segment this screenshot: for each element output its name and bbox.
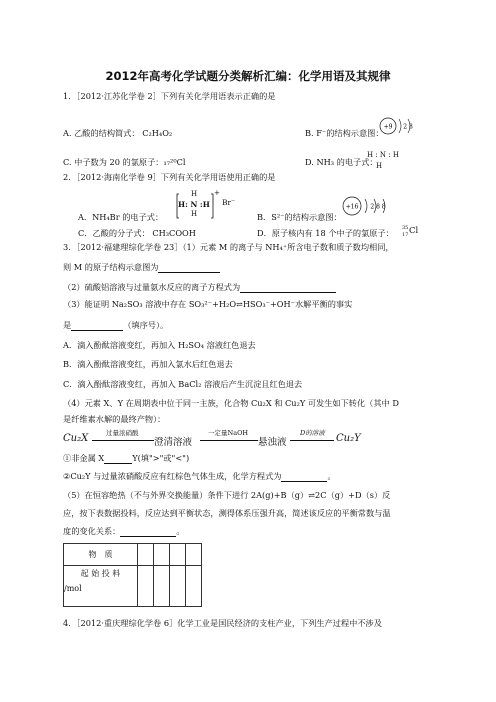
q3-line12-text: 度的变化关系：: [63, 526, 121, 536]
nh4br-middle: H: N :H: [178, 200, 210, 209]
q2-option-c: C．乙酸的分子式： CH₃COOH: [78, 228, 196, 238]
br-ion: Br⁻: [222, 198, 236, 207]
q3-option-b: B．滴入酚酞溶液变红，再加入氯水后红色退去: [63, 359, 233, 369]
q1-stem: 1．［2012·江苏化学卷 2］下列有关化学用语表示正确的是: [63, 91, 276, 101]
q1-option-a: A. 乙酸的结构简式： C₂H₄O₂: [63, 128, 173, 138]
q3-line8b: Y(填">"或"<"): [132, 453, 190, 463]
q1-option-d: D. NH₃ 的电子式：: [305, 157, 378, 167]
s-ion-structure-diagram: [338, 194, 408, 218]
table-header-unit: /mol: [64, 584, 82, 593]
q3-line1: 3．［2012·福建理综化学卷 23］（1）元素 M 的离子与 NH₄⁺所含电子数和质子数均相同，: [63, 242, 394, 252]
table-cell: [186, 566, 202, 607]
arrow2-line: [200, 440, 258, 441]
table-cell: [186, 544, 202, 566]
nh4br-h-bottom: H: [191, 210, 198, 218]
q3-line10: （5）在恒容绝热（不与外界交换能量）条件下进行 2A(g)+B（g）⇌2C（g）+D（s）反: [63, 490, 391, 500]
table-header-feed: [64, 566, 138, 607]
q3-line2-text: 则 M 的原子结构示意图为: [63, 262, 159, 272]
scheme-start: Cu₂X: [63, 433, 89, 444]
table-cell: [138, 566, 154, 607]
q1-option-b: B. F⁻的结构示意图：: [305, 128, 384, 138]
cl-atomic-number: 17: [402, 232, 409, 238]
s-shells-label: 2 8 8: [370, 203, 386, 211]
f-ion-structure-diagram: [377, 114, 427, 138]
q3-line7: 是纤维素水解的最终产物）：: [63, 414, 166, 424]
q2-option-b: B．S²⁻的结构示意图：: [257, 212, 342, 222]
cl-mass-number: 35: [402, 225, 409, 231]
q3-line9: ②Cu₂Y 与过量浓硝酸反应有红棕色气体生成，化学方程式为 。: [63, 471, 336, 481]
q3-option-c: C．滴入酚酞溶液变红，再加入 BaCl₂ 溶液后产生沉淀且红色退去: [63, 379, 303, 389]
table-cell: [154, 566, 170, 607]
scheme-arrow2-label: 一定量NaOH: [208, 429, 249, 437]
table-header-feed-label: 起 始 投 料: [80, 569, 121, 578]
cl-symbol: Cl: [409, 226, 419, 236]
s-nucleus-label: +16: [345, 203, 359, 211]
table-cell: [170, 544, 186, 566]
nh4br-h-top: H: [191, 190, 198, 198]
answer-blank: [158, 263, 220, 273]
q3-line9a: ②Cu₂Y 与过量浓硝酸反应有红棕色气体生成，化学方程式为: [63, 471, 282, 481]
q3-line12: 度的变化关系： 。: [63, 526, 185, 536]
answer-blank: [281, 472, 327, 482]
nh4-charge: +: [214, 189, 220, 197]
scheme-arrow1-label: 过量浓硝酸: [106, 429, 139, 437]
scheme-arrow3-label: D的溶液: [300, 429, 325, 437]
q2-option-d: D．原子核内有 18 个中子的氯原子：: [257, 228, 394, 238]
page-title: 2012年高考化学试题分类解析汇编：化学用语及其规律: [105, 69, 391, 83]
q3-line5b: （填序号）。: [123, 320, 169, 330]
q3-line11: 应，按下表数据投料，反应达到平衡状态，测得体系压强升高，简述该反应的平衡常数与温: [63, 508, 391, 518]
table-cell: [154, 544, 170, 566]
f-shells-label: 2 8: [403, 123, 413, 131]
nh3-electron-formula-top: H : N : H: [367, 151, 399, 159]
q1-option-c: C. 中子数为 20 的氯原子：₁₇²⁰Cl: [63, 157, 186, 167]
table-header-substance: 物 质: [64, 544, 138, 566]
nh4-brackets: [176, 193, 216, 219]
q3-line5a: 是: [63, 320, 72, 330]
q3-line8: [63, 453, 189, 464]
q3-line5: [63, 320, 168, 331]
table-cell: [138, 544, 154, 566]
arrow1-line: [92, 440, 154, 441]
answer-blank: [120, 527, 176, 537]
scheme-mid2: 悬浊液: [258, 437, 287, 448]
answer-blank: [71, 321, 123, 331]
q3-line3-text: （2）硫酸铝溶液与过量氨水反应的离子方程式为: [63, 282, 241, 292]
q3-line3: [63, 282, 336, 293]
q2-option-a: A．NH₄Br 的电子式：: [78, 212, 164, 222]
arrow3-line: [290, 440, 334, 441]
f-nucleus-label: +9: [383, 123, 393, 131]
q4-stem: 4．［2012·重庆理综化学卷 6］化学工业是国民经济的支柱产业，下列生产过程中不涉及: [63, 618, 382, 628]
q3-line8a: ①非金属 X: [63, 453, 105, 463]
answer-blank: [104, 454, 132, 464]
q3-option-a: A．滴入酚酞溶液变红，再加入 H₂SO₄ 溶液红色退去: [63, 340, 256, 350]
scheme-end: Cu₂Y: [336, 433, 361, 444]
answer-blank: [240, 283, 336, 293]
q2-stem: 2．［2012·海南化学卷 9］下列有关化学用语使用正确的是: [63, 172, 276, 182]
q3-line2: [63, 262, 220, 273]
feed-table: [63, 543, 202, 607]
scheme-mid1: 澄清溶液: [154, 437, 193, 448]
q3-line6: （4）元素 X、Y 在周期表中位于同一主族，化合物 Cu₂X 和 Cu₂Y 可发生如下转化（其中 D: [63, 398, 399, 408]
table-cell: [170, 566, 186, 607]
nh3-electron-formula-bottom: H: [376, 162, 383, 170]
q3-line4: （3）能证明 Na₂SO₃ 溶液中存在 SO₃²⁻+H₂O⇌HSO₃⁻+OH⁻水解平衡的事实: [63, 299, 353, 309]
